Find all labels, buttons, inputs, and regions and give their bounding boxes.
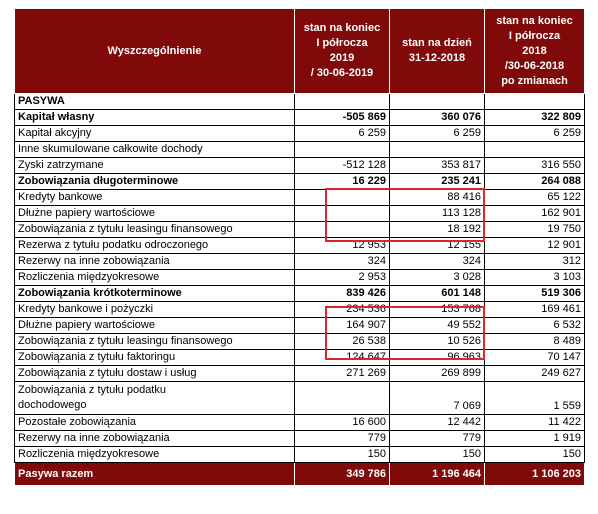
row-label: Inne skumulowane całkowite dochody <box>15 142 295 158</box>
cell-h1-2019: -505 869 <box>295 110 390 126</box>
cell-dec-2018: 12 442 <box>390 415 485 431</box>
cell-dec-2018: 779 <box>390 431 485 447</box>
cell-h1-2019: 839 426 <box>295 286 390 302</box>
cell-dec-2018 <box>390 142 485 158</box>
table-row <box>15 126 585 142</box>
row-label: Dłużne papiery wartościowe <box>15 206 295 222</box>
table-row <box>15 382 585 415</box>
row-label: Zobowiązania długoterminowe <box>15 174 295 190</box>
table-row <box>15 206 585 222</box>
total-dec-2018: 1 196 464 <box>390 463 485 486</box>
cell-h1-2018 <box>485 142 585 158</box>
cell-h1-2018: 6 532 <box>485 318 585 334</box>
cell-h1-2019: 16 600 <box>295 415 390 431</box>
cell-dec-2018: 360 076 <box>390 110 485 126</box>
table-body <box>15 94 585 463</box>
row-label: Zyski zatrzymane <box>15 158 295 174</box>
header-description: Wyszczególnienie <box>15 9 295 94</box>
cell-h1-2019: 6 259 <box>295 126 390 142</box>
cell-h1-2019 <box>295 382 390 415</box>
cell-h1-2018: 6 259 <box>485 126 585 142</box>
row-label: Rozliczenia międzyokresowe <box>15 447 295 463</box>
cell-dec-2018: 3 028 <box>390 270 485 286</box>
cell-h1-2018: 249 627 <box>485 366 585 382</box>
cell-h1-2019: 12 953 <box>295 238 390 254</box>
cell-dec-2018: 18 192 <box>390 222 485 238</box>
table-row <box>15 415 585 431</box>
row-label: Dłużne papiery wartościowe <box>15 318 295 334</box>
cell-h1-2018: 65 122 <box>485 190 585 206</box>
row-label: Kredyty bankowe i pożyczki <box>15 302 295 318</box>
cell-h1-2018: 264 088 <box>485 174 585 190</box>
liabilities-table-container <box>14 8 584 486</box>
cell-h1-2019 <box>295 142 390 158</box>
row-label: Kapitał akcyjny <box>15 126 295 142</box>
cell-dec-2018: 353 817 <box>390 158 485 174</box>
table-row <box>15 110 585 126</box>
cell-h1-2018: 316 550 <box>485 158 585 174</box>
cell-h1-2018: 11 422 <box>485 415 585 431</box>
liabilities-table <box>14 8 585 486</box>
cell-dec-2018: 96 963 <box>390 350 485 366</box>
cell-h1-2019: -512 128 <box>295 158 390 174</box>
cell-h1-2018: 3 103 <box>485 270 585 286</box>
row-label: Rezerwy na inne zobowiązania <box>15 431 295 447</box>
total-h1-2019: 349 786 <box>295 463 390 486</box>
table-row <box>15 238 585 254</box>
row-label: Zobowiązania z tytułu leasingu finansowego <box>15 334 295 350</box>
table-row <box>15 190 585 206</box>
cell-dec-2018: 7 069 <box>390 382 485 415</box>
cell-h1-2019: 779 <box>295 431 390 447</box>
table-row <box>15 286 585 302</box>
cell-dec-2018: 12 155 <box>390 238 485 254</box>
row-label: Rozliczenia międzyokresowe <box>15 270 295 286</box>
cell-dec-2018: 324 <box>390 254 485 270</box>
cell-h1-2019: 26 538 <box>295 334 390 350</box>
table-row <box>15 142 585 158</box>
row-label: Kredyty bankowe <box>15 190 295 206</box>
row-label: Pozostałe zobowiązania <box>15 415 295 431</box>
cell-h1-2018: 322 809 <box>485 110 585 126</box>
table-row <box>15 158 585 174</box>
cell-dec-2018: 235 241 <box>390 174 485 190</box>
cell-dec-2018: 601 148 <box>390 286 485 302</box>
cell-dec-2018: 150 <box>390 447 485 463</box>
table-row <box>15 174 585 190</box>
row-label: PASYWA <box>15 94 295 110</box>
table-row <box>15 366 585 382</box>
cell-h1-2019 <box>295 222 390 238</box>
cell-h1-2019 <box>295 94 390 110</box>
cell-h1-2018: 312 <box>485 254 585 270</box>
table-row <box>15 431 585 447</box>
header-h1-2018: stan na koniec I półrocza 2018 /30-06-2018 po zmianach <box>485 9 585 94</box>
table-row <box>15 334 585 350</box>
cell-h1-2018: 169 461 <box>485 302 585 318</box>
cell-h1-2018 <box>485 94 585 110</box>
cell-h1-2018: 12 901 <box>485 238 585 254</box>
header-h1-2019: stan na koniec I półrocza 2019 / 30-06-2019 <box>295 9 390 94</box>
table-row <box>15 222 585 238</box>
total-label: Pasywa razem <box>15 463 295 486</box>
cell-dec-2018: 6 259 <box>390 126 485 142</box>
cell-h1-2018: 1 559 <box>485 382 585 415</box>
cell-h1-2018: 1 919 <box>485 431 585 447</box>
table-footer <box>15 463 585 486</box>
cell-h1-2019: 271 269 <box>295 366 390 382</box>
table-row <box>15 270 585 286</box>
table-row <box>15 447 585 463</box>
cell-h1-2019: 2 953 <box>295 270 390 286</box>
header-dec-2018: stan na dzień 31-12-2018 <box>390 9 485 94</box>
cell-h1-2018: 70 147 <box>485 350 585 366</box>
cell-h1-2018: 519 306 <box>485 286 585 302</box>
table-row <box>15 302 585 318</box>
cell-dec-2018: 49 552 <box>390 318 485 334</box>
cell-dec-2018: 113 128 <box>390 206 485 222</box>
cell-h1-2019: 164 907 <box>295 318 390 334</box>
cell-dec-2018 <box>390 94 485 110</box>
table-row <box>15 254 585 270</box>
cell-dec-2018: 10 526 <box>390 334 485 350</box>
total-row <box>15 463 585 486</box>
cell-h1-2019: 16 229 <box>295 174 390 190</box>
row-label: Rezerwa z tytułu podatku odroczonego <box>15 238 295 254</box>
cell-h1-2018: 19 750 <box>485 222 585 238</box>
row-label: Zobowiązania z tytułu leasingu finansowego <box>15 222 295 238</box>
cell-h1-2019 <box>295 190 390 206</box>
cell-h1-2019: 324 <box>295 254 390 270</box>
cell-dec-2018: 269 899 <box>390 366 485 382</box>
table-row <box>15 318 585 334</box>
cell-h1-2019: 124 647 <box>295 350 390 366</box>
cell-dec-2018: 153 768 <box>390 302 485 318</box>
row-label: Zobowiązania z tytułu podatku dochodowego <box>15 382 295 415</box>
cell-h1-2018: 8 489 <box>485 334 585 350</box>
table-row <box>15 350 585 366</box>
cell-h1-2019 <box>295 206 390 222</box>
row-label: Rezerwy na inne zobowiązania <box>15 254 295 270</box>
row-label: Zobowiązania z tytułu faktoringu <box>15 350 295 366</box>
total-h1-2018: 1 106 203 <box>485 463 585 486</box>
table-row <box>15 94 585 110</box>
cell-h1-2019: 150 <box>295 447 390 463</box>
row-label: Zobowiązania z tytułu dostaw i usług <box>15 366 295 382</box>
table-header <box>15 9 585 94</box>
cell-dec-2018: 88 416 <box>390 190 485 206</box>
cell-h1-2018: 162 901 <box>485 206 585 222</box>
cell-h1-2018: 150 <box>485 447 585 463</box>
row-label: Zobowiązania krótkoterminowe <box>15 286 295 302</box>
cell-h1-2019: 234 536 <box>295 302 390 318</box>
row-label: Kapitał własny <box>15 110 295 126</box>
